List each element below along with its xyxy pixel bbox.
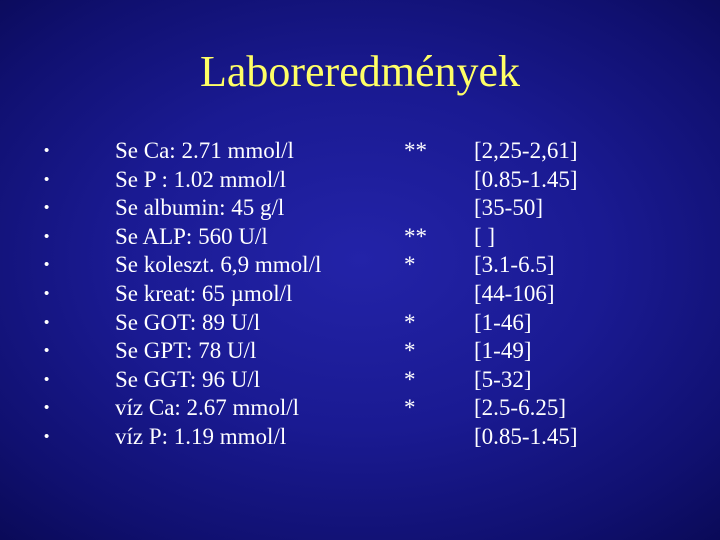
lab-row	[0, 251, 720, 280]
bullet-icon: •	[44, 370, 50, 388]
lab-results-list	[0, 137, 720, 452]
reference-range: [0.85-1.45]	[474, 166, 578, 192]
lab-row	[0, 366, 720, 395]
lab-row	[0, 166, 720, 195]
bullet-icon: •	[44, 227, 50, 245]
abnormal-flag: *	[404, 366, 416, 392]
lab-row	[0, 194, 720, 223]
slide-title: Laboreredmények	[199, 47, 521, 96]
lab-parameter: Se GPT: 78 U/l	[115, 338, 257, 364]
lab-row	[0, 280, 720, 309]
abnormal-flag: **	[404, 223, 427, 249]
reference-range: [3.1-6.5]	[474, 252, 555, 278]
reference-range: [44-106]	[474, 280, 555, 306]
reference-range: [1-46]	[474, 309, 532, 335]
bullet-icon: •	[44, 256, 50, 274]
bullet-icon: •	[44, 284, 50, 302]
lab-row	[0, 423, 720, 452]
lab-row	[0, 337, 720, 366]
lab-parameter: Se kreat: 65 µmol/l	[115, 280, 293, 306]
lab-parameter: Se GGT: 96 U/l	[115, 366, 261, 392]
lab-row	[0, 309, 720, 338]
reference-range: [0.85-1.45]	[474, 423, 578, 449]
bullet-icon: •	[44, 313, 50, 331]
abnormal-flag: *	[404, 338, 416, 364]
lab-parameter: Se albumin: 45 g/l	[115, 195, 285, 221]
bullet-icon: •	[44, 342, 50, 360]
bullet-icon: •	[44, 170, 50, 188]
abnormal-flag: *	[404, 309, 416, 335]
reference-range: [5-32]	[474, 366, 532, 392]
abnormal-flag: *	[404, 252, 416, 278]
bullet-icon: •	[44, 399, 50, 417]
lab-parameter: víz Ca: 2.67 mmol/l	[115, 395, 299, 421]
lab-parameter: Se GOT: 89 U/l	[115, 309, 261, 335]
lab-parameter: Se ALP: 560 U/l	[115, 223, 268, 249]
abnormal-flag: **	[404, 138, 427, 163]
reference-range: [1-49]	[474, 338, 532, 364]
lab-parameter: Se Ca: 2.71 mmol/l	[115, 138, 294, 163]
lab-parameter: Se koleszt. 6,9 mmol/l	[115, 252, 322, 278]
bullet-icon: •	[44, 142, 50, 159]
bullet-icon: •	[44, 427, 50, 445]
reference-range: [2.5-6.25]	[474, 395, 566, 421]
lab-row	[0, 223, 720, 252]
lab-parameter: Se P : 1.02 mmol/l	[115, 166, 287, 192]
reference-range: [ ]	[474, 223, 496, 249]
lab-row	[0, 137, 720, 166]
reference-range: [2,25-2,61]	[474, 138, 578, 163]
bullet-icon: •	[44, 199, 50, 217]
abnormal-flag: *	[404, 395, 416, 421]
lab-parameter: víz P: 1.19 mmol/l	[115, 423, 287, 449]
reference-range: [35-50]	[474, 195, 543, 221]
lab-row	[0, 394, 720, 423]
